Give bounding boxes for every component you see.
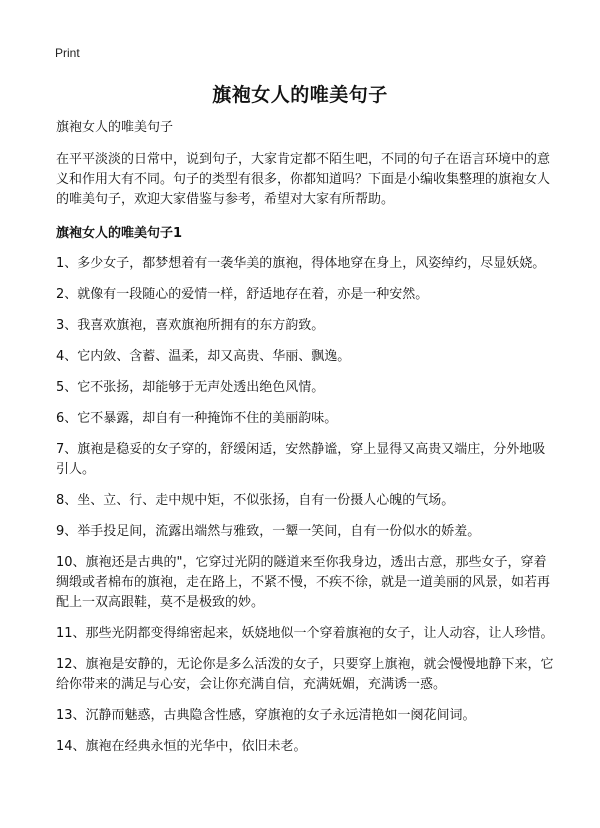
list-item: 1、多少女子，都梦想着有一袭华美的旗袍，得体地穿在身上，风姿绰约，尽显妖娆。 [56,256,546,271]
list-item: 4、它内敛、含蓄、温柔，却又高贵、华丽、飘逸。 [56,349,351,364]
list-item: 5、它不张扬，却能够于无声处透出绝色风情。 [56,380,325,395]
list-item: 3、我喜欢旗袍，喜欢旗袍所拥有的东方韵致。 [56,318,325,333]
list-item: 12、旗袍是安静的，无论你是多么活泼的女子，只要穿上旗袍，就会慢慢地静下来，它给你带来的满足与心安，会让你充满自信，充满妩媚，充满诱一惑。 [56,657,554,692]
print-link[interactable]: Print [55,46,80,60]
article-subtitle: 旗袍女人的唯美句子 [56,120,174,135]
list-item: 10、旗袍还是古典的"，它穿过光阴的隧道来至你我身边，透出古意，那些女子，穿着绸缎或者棉布的旗袍，走在路上，不紧不慢，不疾不徐，就是一道美丽的风景，如若再配上一双高跟鞋，莫不是极致的妙。 [56,555,551,610]
page-title: 旗袍女人的唯美句子 [212,84,388,106]
list-item: 13、沉静而魅惑，古典隐含性感，穿旗袍的女子永远清艳如一阕花间词。 [56,708,476,723]
list-item: 6、它不暴露，却自有一种掩饰不住的美丽韵味。 [56,411,338,426]
article-intro: 在平平淡淡的日常中，说到句子，大家肯定都不陌生吧，不同的句子在语言环境中的意义和作用大有不同。句子的类型有很多，你都知道吗？下面是小编收集整理的旗袍女人的唯美句子，欢迎大家借鉴与参考，希望对大家有所帮助。 [56,152,551,207]
list-item: 2、就像有一段随心的爱情一样，舒适地存在着，亦是一种安然。 [56,287,429,302]
list-item: 8、坐、立、行、走中规中矩，不似张扬，自有一份摄人心魄的气场。 [56,493,455,508]
list-item: 14、旗袍在经典永恒的光华中，依旧未老。 [56,739,307,754]
list-item: 9、举手投足间，流露出端然与雅致，一颦一笑间，自有一份似水的娇羞。 [56,524,481,539]
section-heading: 旗袍女人的唯美句子1 [56,226,183,241]
article-body [56,118,556,768]
list-item: 7、旗袍是稳妥的女子穿的，舒缓闲适，安然静谧，穿上显得又高贵又端庄，分外地吸引人。 [56,442,546,477]
list-item: 11、那些光阴都变得绵密起来，妖娆地似一个穿着旗袍的女子，让人动容，让人珍惜。 [56,626,554,641]
